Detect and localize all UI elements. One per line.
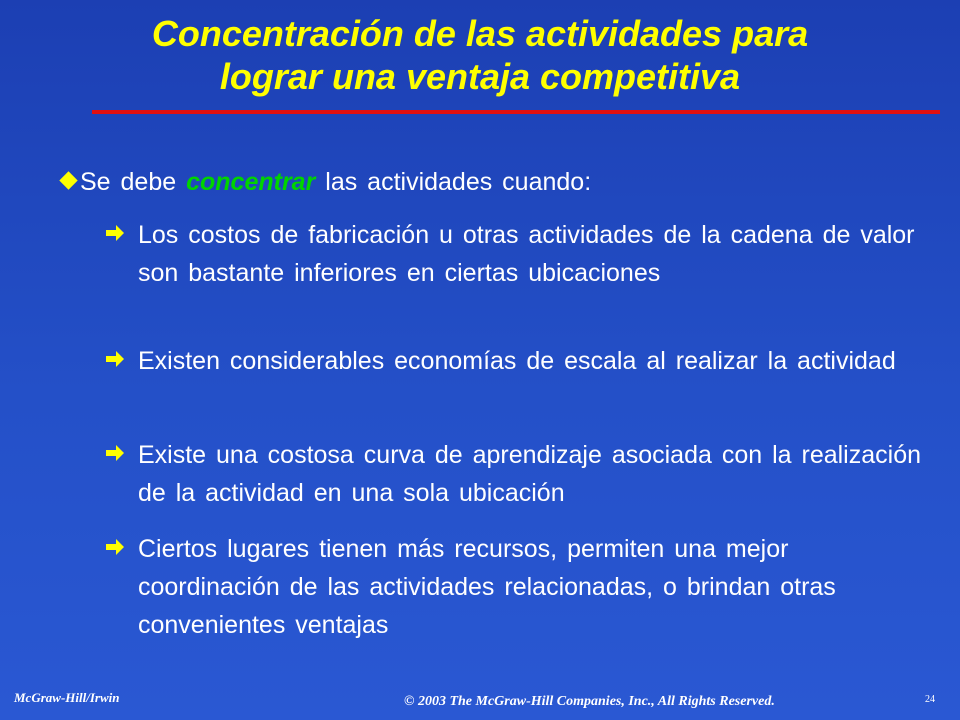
sub-bullet (104, 436, 924, 512)
arrow-right-icon (104, 442, 126, 464)
arrow-right-icon (104, 536, 126, 558)
slide-title (40, 12, 920, 98)
footer-copyright: © 2003 The McGraw-Hill Companies, Inc., All Rights Reserved. (404, 694, 775, 709)
main-bullet-text (80, 166, 591, 198)
slide-title-line-2: lograr una ventaja competitiva (219, 56, 741, 97)
footer-publisher: McGraw-Hill/Irwin (14, 690, 120, 705)
main-bullet-emphasis: concentrar (186, 168, 316, 196)
main-bullet-suffix: las actividades cuando: (315, 168, 592, 196)
diamond-bullet-icon (59, 171, 77, 189)
sub-bullet-text: Ciertos lugares tienen más recursos, permiten una mejor coordinación de las actividades relacionadas, o brindan otras convenientes ventajas (138, 535, 836, 639)
main-bullet-prefix: Se debe (80, 168, 187, 196)
sub-bullet (104, 530, 924, 644)
sub-bullet-text: Existe una costosa curva de aprendizaje asociada con la realización de la actividad en una sola ubicación (138, 441, 922, 507)
arrow-right-icon (104, 222, 126, 244)
sub-bullet-text: Los costos de fabricación u otras actividades de la cadena de valor son bastante inferiores en ciertas ubicaciones (138, 221, 915, 287)
sub-bullet (104, 216, 924, 292)
sub-bullet-text: Existen considerables economías de escala al realizar la actividad (138, 347, 896, 375)
sub-bullet (104, 342, 924, 380)
title-divider (92, 110, 940, 114)
arrow-right-icon (104, 348, 126, 370)
slide-title-line-1: Concentración de las actividades para (151, 13, 809, 54)
page-number: 24 (925, 694, 935, 705)
